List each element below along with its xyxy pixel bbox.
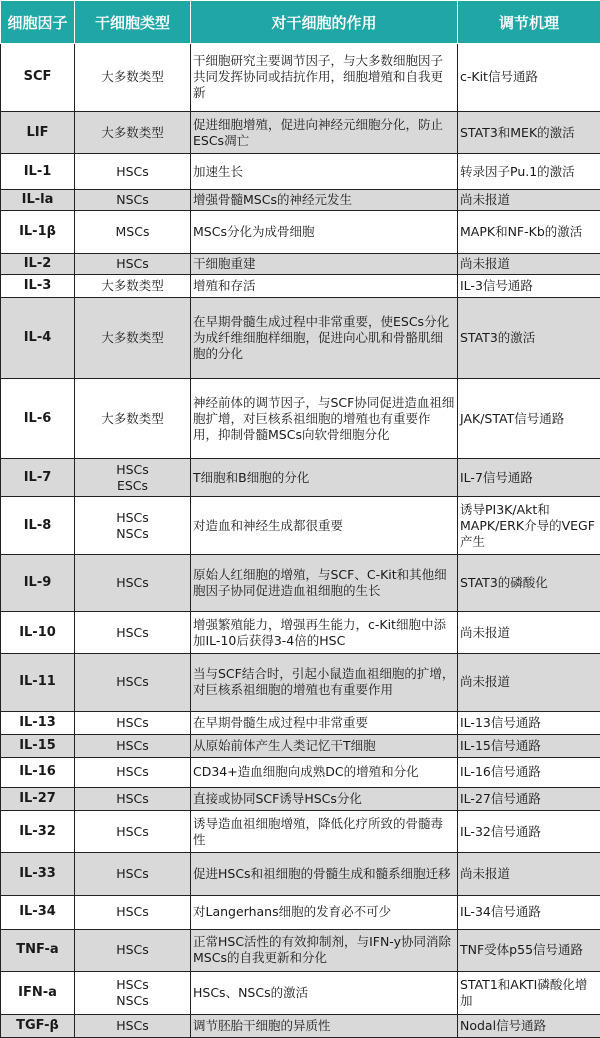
cell-mechanism: TNF受体p55信号通路 xyxy=(458,929,600,971)
cell-mechanism: 尚未报道 xyxy=(458,190,600,211)
cell-effect: 干细胞研究主要调节因子，与大多数细胞因子共同发挥协同或拮抗作用，细胞增殖和自我更新 xyxy=(191,44,458,112)
cell-factor: SCF xyxy=(1,44,75,112)
table-body xyxy=(1,44,600,1038)
cell-effect: 加速生长 xyxy=(191,154,458,190)
cell-stem-cell-type: HSCs xyxy=(75,758,191,788)
cell-mechanism: MAPK和NF-Kb的激活 xyxy=(458,211,600,253)
cell-factor: IL-2 xyxy=(1,253,75,274)
cell-stem-cell-type: HSCs xyxy=(75,787,191,810)
cell-effect: MSCs分化为成骨细胞 xyxy=(191,211,458,253)
cell-mechanism: IL-13信号通路 xyxy=(458,711,600,734)
cell-stem-cell-type: HSCs xyxy=(75,554,191,611)
cell-effect: 在早期骨髓生成过程中非常重要，使ESCs分化为成纤维细胞样细胞，促进向心肌和骨骼肌细胞的分化 xyxy=(191,298,458,379)
cell-effect: T细胞和B细胞的分化 xyxy=(191,459,458,497)
cell-factor: IL-13 xyxy=(1,711,75,734)
table-row xyxy=(1,459,600,497)
table-row xyxy=(1,1014,600,1038)
table-row xyxy=(1,190,600,211)
cell-mechanism: IL-3信号通路 xyxy=(458,274,600,297)
cell-effect: 促进HSCs和祖细胞的骨髓生成和髓系细胞迁移 xyxy=(191,853,458,895)
cell-factor: IL-1β xyxy=(1,211,75,253)
cell-stem-cell-type: HSCs ESCs xyxy=(75,459,191,497)
cell-stem-cell-type: HSCs NSCs xyxy=(75,972,191,1014)
cell-effect: 增强骨髓MSCs的神经元发生 xyxy=(191,190,458,211)
table-row xyxy=(1,274,600,297)
table-row xyxy=(1,154,600,190)
header-effect: 对干细胞的作用 xyxy=(191,1,458,44)
cell-effect: 在早期骨髓生成过程中非常重要 xyxy=(191,711,458,734)
table-row xyxy=(1,972,600,1014)
cell-effect: 增殖和存活 xyxy=(191,274,458,297)
cell-effect: 当与SCF结合时，引起小鼠造血祖细胞的扩增，对巨核系祖细胞的增殖也有重要作用 xyxy=(191,654,458,711)
cell-effect: 干细胞重建 xyxy=(191,253,458,274)
cell-stem-cell-type: HSCs xyxy=(75,895,191,929)
table-row xyxy=(1,787,600,810)
cell-factor: IL-4 xyxy=(1,298,75,379)
cell-mechanism: STAT3和MEK的激活 xyxy=(458,111,600,153)
cell-effect: 促进细胞增殖，促进向神经元细胞分化，防止ESCs凋亡 xyxy=(191,111,458,153)
cell-stem-cell-type: HSCs xyxy=(75,734,191,757)
header-row xyxy=(1,1,600,44)
cell-factor: IL-16 xyxy=(1,758,75,788)
cell-mechanism: STAT3的激活 xyxy=(458,298,600,379)
header-factor: 细胞因子 xyxy=(1,1,75,44)
cell-factor: IL-32 xyxy=(1,811,75,853)
cell-mechanism: 尚未报道 xyxy=(458,654,600,711)
cell-effect: 正常HSC活性的有效抑制剂，与IFN-y协同消除MSCs的自我更新和分化 xyxy=(191,929,458,971)
cell-factor: IL-33 xyxy=(1,853,75,895)
cell-stem-cell-type: HSCs xyxy=(75,1014,191,1038)
cell-stem-cell-type: 大多数类型 xyxy=(75,378,191,459)
cell-effect: 诱导造血祖细胞增殖，降低化疗所致的骨髓毒性 xyxy=(191,811,458,853)
cell-stem-cell-type: HSCs xyxy=(75,711,191,734)
cell-mechanism: 诱导PI3K/Akt和MAPK/ERK介导的VEGF产生 xyxy=(458,497,600,554)
cell-stem-cell-type: HSCs xyxy=(75,811,191,853)
table-row xyxy=(1,929,600,971)
cell-effect: 对Langerhans细胞的发育必不可少 xyxy=(191,895,458,929)
table-row xyxy=(1,654,600,711)
cell-factor: IL-8 xyxy=(1,497,75,554)
cell-factor: IL-11 xyxy=(1,654,75,711)
cell-factor: IL-34 xyxy=(1,895,75,929)
cell-factor: IL-3 xyxy=(1,274,75,297)
cell-mechanism: STAT1和AKTI磷酸化增加 xyxy=(458,972,600,1014)
cell-mechanism: IL-7信号通路 xyxy=(458,459,600,497)
table-row xyxy=(1,497,600,554)
cell-mechanism: 转录因子Pu.1的激活 xyxy=(458,154,600,190)
cell-stem-cell-type: 大多数类型 xyxy=(75,44,191,112)
cell-mechanism: IL-32信号通路 xyxy=(458,811,600,853)
cell-stem-cell-type: HSCs xyxy=(75,853,191,895)
cell-mechanism: 尚未报道 xyxy=(458,253,600,274)
table-row xyxy=(1,758,600,788)
cell-effect: HSCs、NSCs的激活 xyxy=(191,972,458,1014)
table-row xyxy=(1,734,600,757)
header-stem-cell-type: 干细胞类型 xyxy=(75,1,191,44)
table-row xyxy=(1,44,600,112)
cell-factor: IL-27 xyxy=(1,787,75,810)
cell-stem-cell-type: HSCs xyxy=(75,654,191,711)
cell-factor: IL-1 xyxy=(1,154,75,190)
table-row xyxy=(1,811,600,853)
cell-mechanism: IL-15信号通路 xyxy=(458,734,600,757)
cell-factor: IL-10 xyxy=(1,611,75,653)
cell-stem-cell-type: 大多数类型 xyxy=(75,274,191,297)
cell-stem-cell-type: 大多数类型 xyxy=(75,298,191,379)
cell-factor: IL-7 xyxy=(1,459,75,497)
cell-stem-cell-type: HSCs NSCs xyxy=(75,497,191,554)
cell-mechanism: Nodal信号通路 xyxy=(458,1014,600,1038)
cell-effect: 对造血和神经生成都很重要 xyxy=(191,497,458,554)
table-row xyxy=(1,711,600,734)
cell-effect: 原始人红细胞的增殖，与SCF、C-Kit和其他细胞因子协同促进造血祖细胞的生长 xyxy=(191,554,458,611)
cell-factor: TGF-β xyxy=(1,1014,75,1038)
cell-effect: 从原始前体产生人类记忆干T细胞 xyxy=(191,734,458,757)
cell-stem-cell-type: MSCs xyxy=(75,211,191,253)
cell-factor: TNF-a xyxy=(1,929,75,971)
cell-stem-cell-type: 大多数类型 xyxy=(75,111,191,153)
cell-stem-cell-type: NSCs xyxy=(75,190,191,211)
cell-effect: 调节胚胎干细胞的异质性 xyxy=(191,1014,458,1038)
table-row xyxy=(1,298,600,379)
cell-factor: IL-9 xyxy=(1,554,75,611)
table-row xyxy=(1,253,600,274)
cell-factor: IFN-a xyxy=(1,972,75,1014)
cell-effect: 增强繁殖能力，增强再生能力，c-Kit细胞中添加IL-10后获得3-4倍的HSC xyxy=(191,611,458,653)
cell-mechanism: STAT3的磷酸化 xyxy=(458,554,600,611)
cell-mechanism: c-Kit信号通路 xyxy=(458,44,600,112)
cell-stem-cell-type: HSCs xyxy=(75,253,191,274)
table-row xyxy=(1,378,600,459)
cell-mechanism: JAK/STAT信号通路 xyxy=(458,378,600,459)
cell-factor: LIF xyxy=(1,111,75,153)
cell-effect: 神经前体的调节因子，与SCF协同促进造血祖细胞扩增，对巨核系祖细胞的增殖也有重要作用，抑制骨髓MSCs向软骨细胞分化 xyxy=(191,378,458,459)
table-row xyxy=(1,853,600,895)
cell-mechanism: 尚未报道 xyxy=(458,611,600,653)
cell-stem-cell-type: HSCs xyxy=(75,611,191,653)
cell-mechanism: IL-27信号通路 xyxy=(458,787,600,810)
cell-effect: 直接或协同SCF诱导HSCs分化 xyxy=(191,787,458,810)
table-row xyxy=(1,895,600,929)
header-mechanism: 调节机理 xyxy=(458,1,600,44)
cell-stem-cell-type: HSCs xyxy=(75,929,191,971)
cell-stem-cell-type: HSCs xyxy=(75,154,191,190)
cell-mechanism: 尚未报道 xyxy=(458,853,600,895)
table-row xyxy=(1,111,600,153)
cell-mechanism: IL-16信号通路 xyxy=(458,758,600,788)
cell-factor: IL-6 xyxy=(1,378,75,459)
cell-effect: CD34+造血细胞向成熟DC的增殖和分化 xyxy=(191,758,458,788)
table-row xyxy=(1,211,600,253)
table-row xyxy=(1,611,600,653)
table-row xyxy=(1,554,600,611)
cell-factor: IL-15 xyxy=(1,734,75,757)
cell-mechanism: IL-34信号通路 xyxy=(458,895,600,929)
cell-factor: IL-la xyxy=(1,190,75,211)
